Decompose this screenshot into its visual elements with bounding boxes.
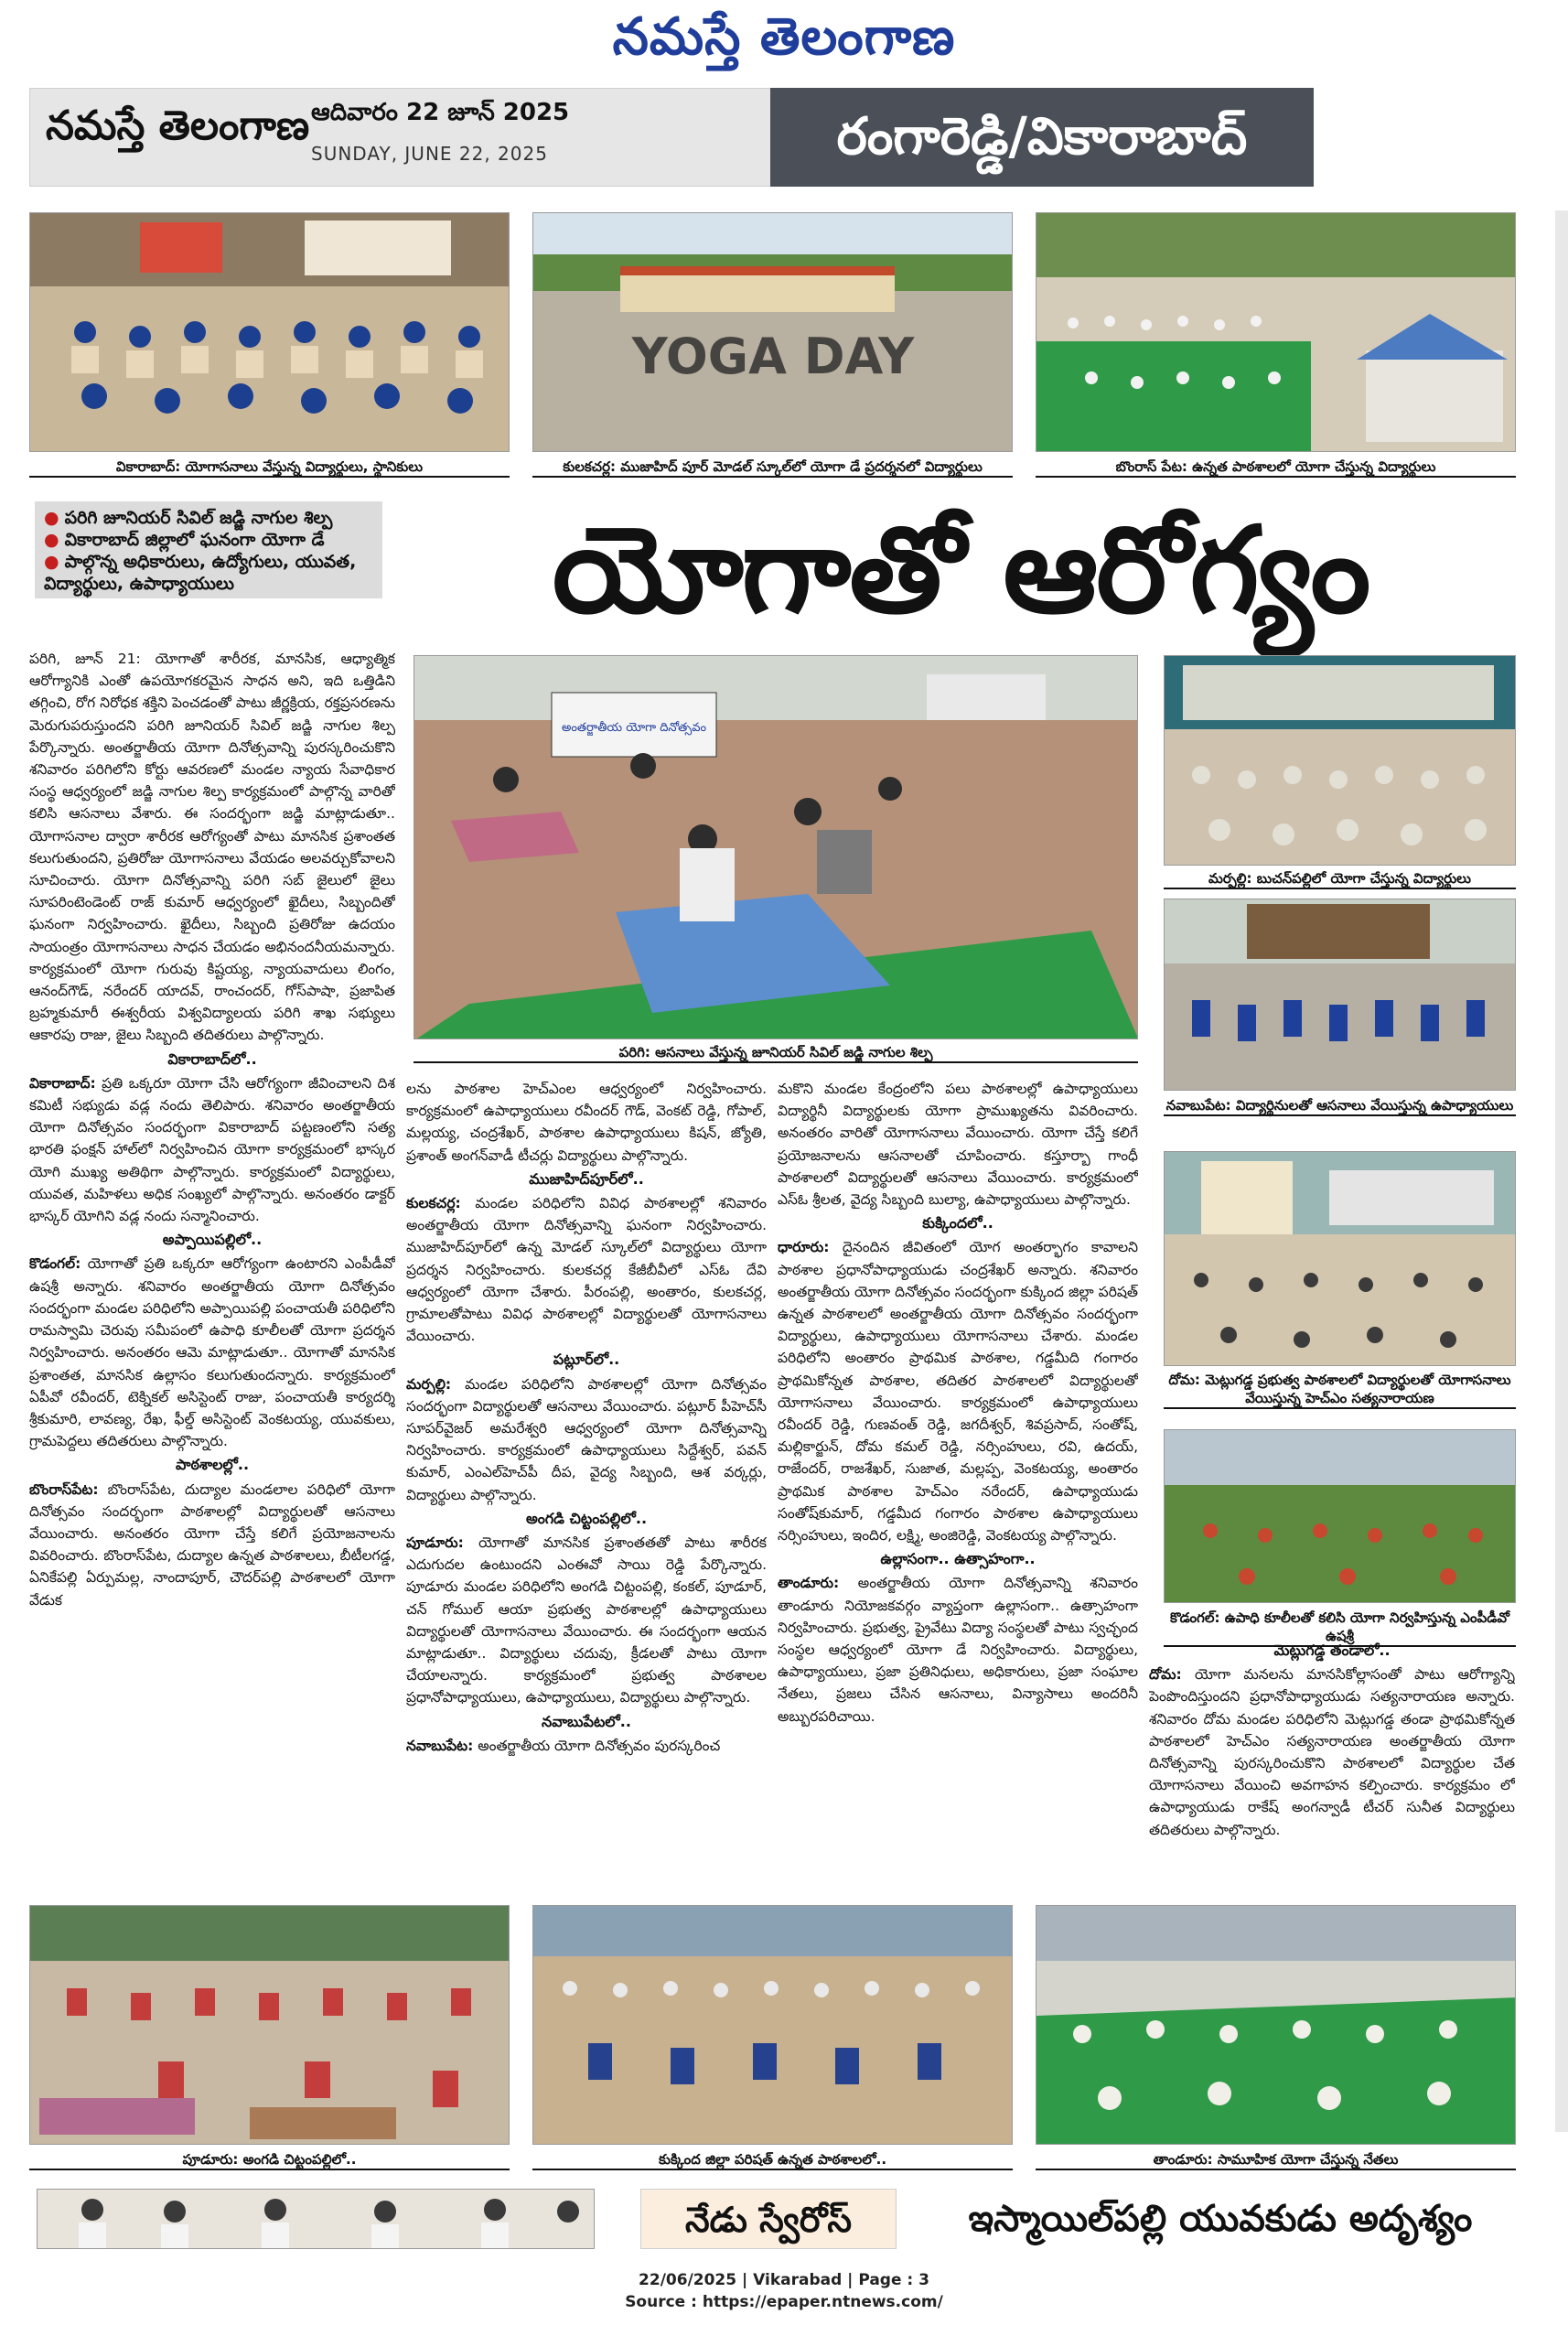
subhead: ఉల్లాసంగా.. ఉత్సాహంగా.. xyxy=(880,1550,1036,1568)
date-english: SUNDAY, JUNE 22, 2025 xyxy=(311,143,548,165)
photo-kukkinda xyxy=(532,1905,1013,2145)
photo-pudur xyxy=(29,1905,510,2145)
article-column-1: పరిగి, జూన్ 21: యోగాతో శారీరక, మానసిక, ఆధ్యాత్మిక ఆరోగ్యానికి ఎంతో ఉపయోగకరమైన సాధన అని, ఇది ఒత్తిడిని తగ్గించి, రోగ నిరోధక శక్తిని పెంచడంతో పాటు జీర్ణక్రియ, రక్తప్రసరణను మెరుగుపరుస్తుందని పరిగి జూనియర్ సివిల్ జడ్జి నాగుల శిల్ప పేర్కొన్నారు. అంతర్జాతీయ యోగా దినోత్సవాన్ని పురస్కరించుకొని శనివారం పరిగిలోని కోర్టు ఆవరణలో మండల న్యాయ సేవాధికార సంస్థ ఆధ్వర్యంలో జడ్జి నాగుల శిల్ప కార్యక్రమంలో పాల్గొన్న వారితో కలిసి ఆసనాలు వేశారు. ఈ సందర్భంగా జడ్జి మాట్లాడుతూ.. యోగాసనాల ద్వారా శారీరక ఆరోగ్యంతో పాటు మానసిక ప్రశాంతత కలుగుతుందని, ప్రతిరోజు యోగాసనాలు వేయడం అలవర్చుకోవాలని సూచించారు. యోగా దినోత్సవాన్ని పరిగి సబ్ జైలులో జైలు సూపరింటెండెంట్ రాజ్ కుమార్ ఆధ్వర్యంలో ఖైదీలు, సిబ్బందితో ఘనంగా నిర్వహించారు. ఖైదీలు, సిబ్బంది ప్రతిరోజు ఉదయం సాయంత్రం యోగాసనాలు సాధన చేయడం అభినందనీయమన్నారు. కార్యక్రమంలో యోగా గురువు కిష్టయ్య, న్యాయవాదులు లింగం, ఆనంద్‌గౌడ్, నరేందర్ యాదవ్, రాంచందర్, గోస్‌పాషా, ప్రజాపిత బ్రహ్మకుమారీ ఈశ్వరీయ విశ్వవిద్యాలయ పరిగి శాఖ సభ్యులు ఆకారపు రాజు, జైలు సిబ్బంది తదితరులు పాల్గొన్నారు. వికారాబాద్‌లో.. వికారాబాద్: ప్రతి ఒక్కరూ యోగా చేసి ఆరోగ్యంగా జీవించాలని దిశ కమిటీ సభ్యుడు వడ్ల నందు తెలిపారు. శనివారం అంతర్జాతీయ యోగా దినోత్సవం సందర్భంగా వికారాబాద్ పట్టణంలోని సత్య భారతి ఫంక్షన్ హాల్‌లో నిర్వహించిన యోగా కార్యక్రమంలో భాస్కర యోగి ముఖ్య అతిథిగా పాల్గొన్నారు. కార్యక్రమంలో విద్యార్థులు, యువత, మహిళలు అధిక సంఖ్యలో పాల్గొన్నారు. అనంతరం డాక్టర్ భాస్కర్ యోగిని వడ్ల నందు సన్మానించారు. అప్పాయిపల్లిలో.. కొడంగల్: యోగాతో ప్రతి ఒక్కరూ ఆరోగ్యంగా ఉంటారని ఎంపీడీవో ఉషశ్రీ అన్నారు. శనివారం అంతర్జాతీయ యోగా దినోత్సవం సందర్భంగా మండల పరిధిలోని అప్పాయిపల్లి పంచాయతీ పరిధిలోని రామస్వామి చెరువు సమీపంలో ఉపాధి కూలీలతో యోగా ప్రదర్శన నిర్వహించారు. అనంతరం ఆమె మాట్లాడుతూ.. యోగాతో మానసిక ప్రశాంతత, మానసిక ఉల్లాసం కలుగుతుందన్నారు. కార్యక్రమంలో ఏపీవో రవీందర్, టెక్నికల్ అసిస్టెంట్ రాజు, పంచాయతీ కార్యదర్శి శ్రీకుమారి, లావణ్య, రేఖ, ఫీల్డ్ అసిస్టెంట్ వెంకటయ్య, యువకులు, గ్రామపెద్దలు తదితరులు పాల్గొన్నారు. పాఠశాలల్లో.. బొంరాస్‌పేట: బొంరాస్‌పేట, దుద్యాల మండలాల పరిధిలో యోగా దినోత్సవం సందర్భంగా పాఠశాలల్లో విద్యార్థులతో ఆసనాలు వేయించారు. అనంతరం యోగా చేస్తే కలిగే ప్రయోజనాలను వివరించారు. బొంరాస్‌పేట, దుద్యాల ఉన్నత పాఠశాలలు, బీటీలగడ్డ, ఏనికేపల్లి ఏర్పుమల్ల, నాందాపూర్, చౌదర్‌పల్లి పాఠశాలలో యోగా వేడుక xyxy=(29,651,395,1609)
subhead: అప్పాయిపల్లిలో.. xyxy=(162,1231,263,1249)
masthead-logo: నమస్తే తెలంగాణ xyxy=(612,6,956,67)
photo-kulakacharla-yoga-day xyxy=(532,212,1013,452)
paper-name: నమస్తే తెలంగాణ xyxy=(46,102,310,149)
subhead: నవాబుపేటలో.. xyxy=(542,1712,631,1730)
photo-kodangal xyxy=(1164,1429,1516,1603)
photo-bomraspet xyxy=(1036,212,1516,452)
teaser-missing-youth: ఇస్మాయిల్‌పల్లి యువకుడు అదృశ్యం xyxy=(968,2198,1473,2240)
article-column-2: లను పాఠశాల హెచ్‌ఎంల ఆధ్వర్యంలో నిర్వహించారు. కార్యక్రమంలో ఉపాధ్యాయులు రవీందర్ గౌడ్, వెంకట్ రెడ్డి, గోపాల్, మల్లయ్య, చంద్రశేఖర్, పాఠశాల ఉపాధ్యాయులు కిషన్, జ్యోతి, ప్రశాంత్ అంగన్‌వాడీ టీచర్లు విద్యార్థులు పాల్గొన్నారు. ముజాహిద్‌పూర్‌లో.. కులకచర్ల: మండల పరిధిలోని వివిధ పాఠశాలల్లో శనివారం అంతర్జాతీయ యోగా దినోత్సవాన్ని ఘనంగా నిర్వహించారు. ముజాహిద్‌పూర్‌లో ఉన్న మోడల్ స్కూల్‌లో విద్యార్థులు యోగా ప్రదర్శన నిర్వహించారు. కులకచర్ల కేజీబీవీలో ఎస్ఓ దేవి ఆధ్వర్యంలో యోగా చేశారు. పీరంపల్లి, అంతారం, కులకచర్ల, గ్రామాలతోపాటు వివిధ పాఠశాలల్లో విద్యార్థులతో యోగాసనాలు వేయించారు. పట్లూర్‌లో.. మర్పల్లి: మండల పరిధిలోని పాఠశాలల్లో యోగా దినోత్సవం సందర్భంగా విద్యార్థులతో ఆసనాలు వేయించారు. పట్లూర్ పీహెచ్‌సీ సూపర్‌వైజర్ అమరేశ్వరి ఆధ్వర్యంలో యోగా దినోత్సవాన్ని నిర్వహించారు. కార్యక్రమంలో ఉపాధ్యాయులు సిద్దేశ్వర్, పవన్ కుమార్, ఎంఎల్‌హెచ్‌పీ దీప, వైద్య సిబ్బంది, ఆశ వర్కర్లు, విద్యార్థులు పాల్గొన్నారు. అంగడి చిట్టంపల్లిలో.. పూడూరు: యోగాతో మానసిక ప్రశాంతతతో పాటు శారీరక ఎదుగుదల ఉంటుందని ఎంఈవో సాయి రెడ్డి పేర్కొన్నారు. పూడూరు మండల పరిధిలోని అంగడి చిట్టంపల్లి, కంకల్, పూడూర్, చన్ గోముల్ ఆయా ప్రభుత్వ పాఠశాలల్లో ఉపాధ్యాయులు విద్యార్థులతో యోగాసనాలు వేయించారు. ఈ సందర్భంగా ఆయన మాట్లాడుతూ.. విద్యార్థులు చదువు, క్రీడలతో పాటు యోగా చేయాలన్నారు. కార్యక్రమంలో ప్రభుత్వ పాఠశాలల ప్రధానోపాధ్యాయులు, ఉపాధ్యాయులు, విద్యార్థులు పాల్గొన్నారు. నవాబుపేటలో.. నవాబుపేట: అంతర్జాతీయ యోగా దినోత్సవం పురస్కరించ xyxy=(406,1081,767,1754)
yoga-day-formation: YOGA DAY xyxy=(631,328,915,385)
subhead: కుక్కిందలో.. xyxy=(922,1214,993,1232)
adjacent-page-edge xyxy=(1555,210,1568,2132)
photo-doma xyxy=(1164,1151,1516,1366)
caption-pudur: పూడూరు: అంగడి చిట్టంపల్లిలో.. xyxy=(29,2150,510,2170)
date-telugu: ఆదివారం 22 జూన్ 2025 xyxy=(311,99,570,126)
section-title: రంగారెడ్డి/వికారాబాద్ xyxy=(770,88,1314,187)
article-column-4: మెట్లుగడ్డ తండాలో.. దోమ: యోగా మనలను మానసికోల్లాసంతో పాటు ఆరోగ్యాన్ని పెంపొందిస్తుందని ప్రధానోపాధ్యాయుడు సత్యనారాయణ అన్నారు. శనివారం దోమ మండల పరిధిలోని మెట్లుగడ్డ తండా ప్రాథమికోన్నత పాఠశాలలో హెచ్‌ఎం సత్యనారాయణ అంతర్జాతీయ యోగా దినోత్సవాన్ని పురస్కరించుకొని పాఠశాలలో విద్యార్థుల చేత యోగాసనాలు వేయించి అవగాహన కల్పించారు. కార్యక్రమం లో ఉపాధ్యాయుడు రాకేష్ అంగన్వాడీ టీచర్ సునీత విద్యార్థులు తదితరులు పాల్గొన్నారు. xyxy=(1149,1641,1515,1838)
subhead: పట్లూర్‌లో.. xyxy=(553,1351,620,1369)
footer xyxy=(0,2269,1568,2313)
photo-teaser-left xyxy=(37,2189,595,2249)
subhead: ముజాహిద్‌పూర్‌లో.. xyxy=(529,1169,644,1188)
photo-vikarabad xyxy=(29,212,510,452)
highlight-item: ● పరిగి జూనియర్ సివిల్ జడ్జి నాగుల శిల్ప xyxy=(44,507,373,529)
caption-bomraspet: బొంరాస్ పేట: ఉన్నత పాఠశాలలో యోగా చేస్తున్న విద్యార్థులు xyxy=(1036,457,1516,478)
photo-tandur xyxy=(1036,1905,1516,2145)
footer-source[interactable]: Source : https://epaper.ntnews.com/ xyxy=(625,2293,943,2311)
article-column-3: మకొని మండల కేంద్రంలోని పలు పాఠశాలల్లో ఉపాధ్యాయులు విద్యార్థినీ విద్యార్థులకు యోగా ప్రాముఖ్యతను వివరించారు. అనంతరం వారితో యోగాసనాలు వేయించారు. యోగా చేస్తే కలిగే ప్రయోజనాలను ఆసనాలతో చూపించారు. కస్తూర్బా గాంధీ పాఠశాలలో విద్యార్థులతో ఆసనాలు వేయించారు. కార్యక్రమంలో ఎస్ఓ శ్రీలత, వైద్య సిబ్బంది బుల్యా, ఉపాధ్యాయులు పాల్గొన్నారు. కుక్కిందలో.. ధారూరు: దైనందిన జీవితంలో యోగ అంతర్భాగం కావాలని పాఠశాల ప్రధానోపాధ్యాయుడు చంద్రశేఖర్ అన్నారు. శనివారం అంతర్జాతీయ యోగా దినోత్సవం సందర్భంగా కుక్కింద జిల్లా పరిషత్ ఉన్నత పాఠశాలలో అంతర్జాతీయ యోగా దినోత్సవం సందర్భంగా విద్యార్థులు, ఉపాధ్యాయులు యోగాసనాలు చేశారు. మండల పరిధిలోని అంతారం ప్రాథమిక పాఠశాల, గడ్డమీది గంగారం ప్రాథమికోన్నత పాఠశాల, తదితర పాఠశాలలో విద్యార్థులతో యోగాసనాలు వేయించారు. కార్యక్రమంలో ఉపాధ్యాయులు రవీందర్ రెడ్డి, గుణవంత్ రెడ్డి, జగదీశ్వర్, శివప్రసాద్, సంతోష్, మల్లికార్జున్, దోమ కమల్ రెడ్డి, నర్సింహులు, రవి, ఉదయ్, రాజేందర్, రాజశేఖర్, సుజాత, మల్లప్ప, వెంకటయ్య, అంతారం ప్రాథమిక పాఠశాల హెచ్‌ఎం నరేందర్, ఉపాధ్యాయుడు సంతోష్‌కుమార్, గడ్డమీద గంగారం పాఠశాల ఉపాధ్యాయులు నర్సింహులు, ఇందిర, లక్ష్మి, అంజిరెడ్డి, వెంకటయ్య పాల్గొన్నారు. ఉల్లాసంగా.. ఉత్సాహంగా.. తాండూరు: అంతర్జాతీయ యోగా దినోత్సవాన్ని శనివారం తాండూరు నియోజకవర్గం వ్యాప్తంగా ఉల్లాసంగా.. ఉత్సాహంగా నిర్వహించారు. ప్రభుత్వ, ప్రైవేటు విద్యా సంస్థలతో పాటు స్వచ్ఛంద సంస్థల ఆధ్వర్యంలో యోగా డే నిర్వహించారు. విద్యార్థులు, ఉపాధ్యాయులు, ప్రజా ప్రతినిధులు, అధికారులు, ప్రజా సంఘాల నేతలు, ప్రజలు చేసిన ఆసనాలు, విన్యాసాలు అందరినీ అబ్బురపరిచాయి. xyxy=(778,1081,1138,1725)
caption-marpalli: మర్పల్లి: బుచన్‌పల్లిలో యోగా చేస్తున్న విద్యార్థులు xyxy=(1164,869,1516,889)
photo-marpalli xyxy=(1164,655,1516,866)
footer-page-info: 22/06/2025 | Vikarabad | Page : 3 xyxy=(639,2271,929,2289)
caption-vikarabad: వికారాబాద్: యోగాసనాలు వేస్తున్న విద్యార్థులు, స్థానికులు xyxy=(29,457,510,478)
headline: యోగాతో ఆరోగ్యం xyxy=(552,501,1369,640)
teaser-sveros: నేడు స్వేరోస్ xyxy=(640,2189,897,2249)
caption-main: పరిగి: ఆసనాలు వేస్తున్న జూనియర్ సివిల్ జడ్జి నాగుల శిల్ప xyxy=(413,1043,1138,1063)
caption-kukkinda: కుక్కింద జిల్లా పరిషత్ ఉన్నత పాఠశాలలో.. xyxy=(532,2150,1013,2170)
caption-kulakacharla: కులకచర్ల: ముజాహిద్ పూర్ మోడల్ స్కూల్‌లో యోగా డే ప్రదర్శనలో విద్యార్థులు xyxy=(532,457,1013,478)
caption-nawabpet: నవాబుపేట: విద్యార్థినులతో ఆసనాలు వేయిస్తున్న ఉపాధ్యాయులు xyxy=(1164,1096,1516,1116)
caption-doma: దోమ: మెట్లుగడ్డ ప్రభుత్వ పాఠశాలలో విద్యార్థులతో యోగాసనాలు వేయిస్తున్న హెచ్ఎం సత్యనారాయణ xyxy=(1164,1371,1516,1409)
highlight-item: ● వికారాబాద్ జిల్లాలో ఘనంగా యోగా డే xyxy=(44,529,373,551)
highlight-item: ● పాల్గొన్న అధికారులు, ఉద్యోగులు, యువత, విద్యార్థులు, ఉపాధ్యాయులు xyxy=(44,551,373,595)
event-banner: అంతర్జాతీయ యోగా దినోత్సవం xyxy=(561,721,707,735)
subhead: పాఠశాలల్లో.. xyxy=(175,1456,250,1474)
subhead: అంగడి చిట్టంపల్లిలో.. xyxy=(525,1509,648,1527)
subhead: మెట్లుగడ్డ తండాలో.. xyxy=(1273,1641,1391,1659)
photo-nawabpet xyxy=(1164,899,1516,1091)
caption-kodangal: కొడంగల్: ఉపాధి కూలీలతో కలిసి యోగా నిర్వహిస్తున్న ఎంపీడీవో ఉషశ్రీ xyxy=(1164,1609,1516,1647)
subhead: వికారాబాద్‌లో.. xyxy=(167,1049,257,1068)
highlights-box xyxy=(35,501,382,598)
caption-tandur: తాండూరు: సామూహిక యోగా చేస్తున్న నేతలు xyxy=(1036,2150,1516,2170)
photo-main-parigi xyxy=(413,655,1138,1039)
